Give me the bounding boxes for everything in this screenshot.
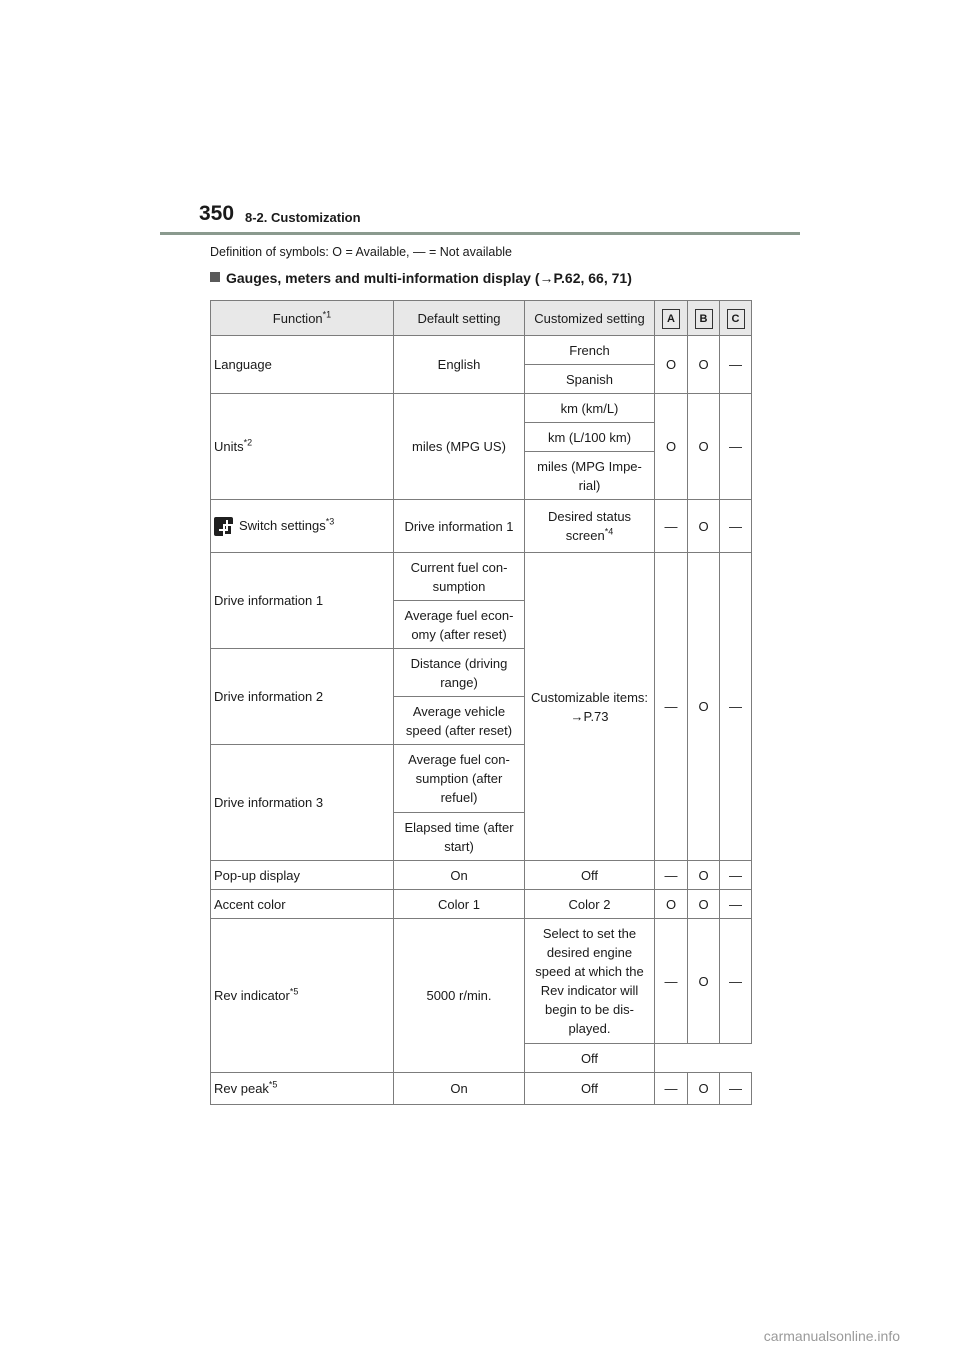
accent-c: —: [720, 890, 752, 919]
drive-info-3-b: Elapsed time (after start): [394, 813, 525, 861]
accent-b: O: [688, 890, 720, 919]
section-title: 8-2. Customization: [245, 210, 361, 225]
language-c: —: [720, 336, 752, 394]
rev-indicator-opt1: Select to set the desired engine speed at which the Rev indicator will begin to be dis-played.: [525, 919, 655, 1044]
units-function: Units$^{*2}$: [211, 394, 394, 500]
accent-function: Accent color: [211, 890, 394, 919]
rev-indicator-c: —: [720, 919, 752, 1044]
table-header-row: [211, 301, 752, 336]
rev-peak-a: —: [655, 1073, 688, 1105]
language-a: O: [655, 336, 688, 394]
popup-default: On: [394, 861, 525, 890]
rev-indicator-b: O: [688, 919, 720, 1044]
rev-indicator-opt2: Off: [525, 1044, 655, 1073]
rev-indicator-empty: [655, 1044, 752, 1073]
switch-a: —: [655, 500, 688, 553]
language-b: O: [688, 336, 720, 394]
switch-c: —: [720, 500, 752, 553]
drive-info-1: Drive information 1: [211, 553, 394, 649]
footer-watermark: carmanualsonline.info: [763, 1328, 900, 1344]
rev-peak-b: O: [688, 1073, 720, 1105]
drive-b: O: [688, 553, 720, 861]
drive-info-3: Drive information 3: [211, 745, 394, 861]
popup-function: Pop-up display: [211, 861, 394, 890]
header-customized: Customized setting: [525, 301, 655, 336]
drive-info-1-b: Average fuel econ-omy (after reset): [394, 601, 525, 649]
language-default: English: [394, 336, 525, 394]
units-opt2: km (L/100 km): [525, 423, 655, 452]
drive-a: —: [655, 553, 688, 861]
header-divider: [160, 232, 800, 235]
rev-peak-c: —: [720, 1073, 752, 1105]
units-default: miles (MPG US): [394, 394, 525, 500]
switch-b: O: [688, 500, 720, 553]
switch-function: Switch settings$^{*3}$: [211, 500, 394, 553]
rev-peak-custom: Off: [525, 1073, 655, 1105]
rev-peak-function: Rev peak$^{*5}$: [211, 1073, 394, 1105]
table-row: [211, 1073, 752, 1105]
rev-peak-default: On: [394, 1073, 525, 1105]
square-bullet-icon: [210, 272, 220, 282]
popup-a: —: [655, 861, 688, 890]
table-row: [211, 919, 752, 1044]
rev-indicator-a: —: [655, 919, 688, 1044]
table-row: [211, 500, 752, 553]
switch-settings-icon: [214, 517, 233, 536]
language-opt2: Spanish: [525, 365, 655, 394]
accent-custom: Color 2: [525, 890, 655, 919]
drive-info-1-a: Current fuel con-sumption: [394, 553, 525, 601]
units-c: —: [720, 394, 752, 500]
drive-info-2-a: Distance (driving range): [394, 649, 525, 697]
switch-default: Drive information 1: [394, 500, 525, 553]
table-row: [211, 890, 752, 919]
language-opt1: French: [525, 336, 655, 365]
drive-c: —: [720, 553, 752, 861]
table-row: [211, 861, 752, 890]
header-default: Default setting: [394, 301, 525, 336]
header-function: Function$^{*1}$: [211, 301, 394, 336]
subheading: [210, 270, 632, 286]
settings-table: [210, 300, 752, 1105]
popup-b: O: [688, 861, 720, 890]
rev-indicator-default: 5000 r/min.: [394, 919, 525, 1073]
accent-a: O: [655, 890, 688, 919]
drive-custom: Customizable items: →P.73: [525, 553, 655, 861]
table-row: [211, 336, 752, 365]
header-b: B: [688, 301, 720, 336]
table-row: [211, 553, 752, 601]
rev-indicator-function: Rev indicator$^{*5}$: [211, 919, 394, 1073]
page-number: 350: [199, 202, 235, 225]
units-a: O: [655, 394, 688, 500]
drive-info-2-b: Average vehicle speed (after reset): [394, 697, 525, 745]
units-opt1: km (km/L): [525, 394, 655, 423]
subheading-text: Gauges, meters and multi-information display (→P.62, 66, 71): [226, 270, 632, 286]
popup-c: —: [720, 861, 752, 890]
header-a: A: [655, 301, 688, 336]
symbol-definition: Definition of symbols: O = Available, — = Not available: [210, 245, 513, 259]
switch-custom: Desired status screen$^{*4}$: [525, 500, 655, 553]
popup-custom: Off: [525, 861, 655, 890]
header-c: C: [720, 301, 752, 336]
accent-default: Color 1: [394, 890, 525, 919]
table-row: [211, 394, 752, 423]
units-b: O: [688, 394, 720, 500]
units-opt3: miles (MPG Impe-rial): [525, 452, 655, 500]
drive-info-2: Drive information 2: [211, 649, 394, 745]
drive-info-3-a: Average fuel con-sumption (after refuel): [394, 745, 525, 813]
language-function: Language: [211, 336, 394, 394]
